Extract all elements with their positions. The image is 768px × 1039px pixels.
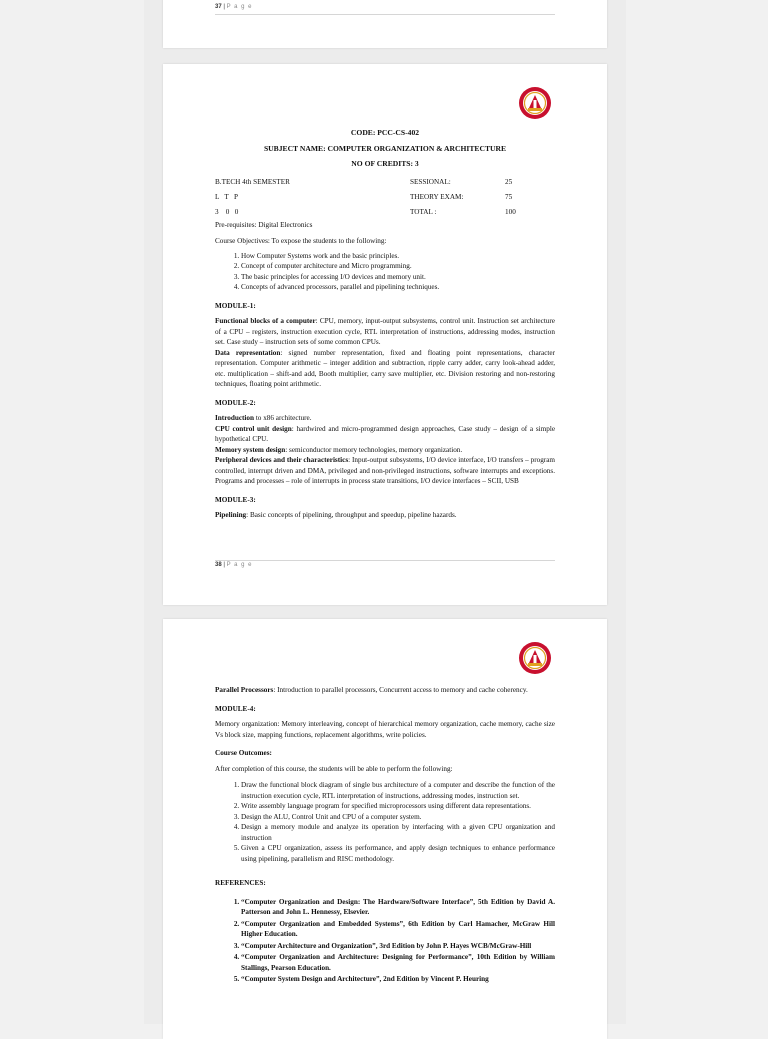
table-row: B.TECH 4th SEMESTER SESSIONAL: 25 bbox=[215, 177, 513, 186]
list-item: 3. “Computer Architecture and Organization”, 3rd Edition by John P. Hayes WCB/McGraw-Hill bbox=[241, 941, 555, 952]
course-credits: NO OF CREDITS: 3 bbox=[351, 159, 419, 168]
page-39 bbox=[163, 619, 607, 1039]
outcomes-intro: After completion of this course, the students will be able to perform the following: bbox=[215, 764, 453, 773]
course-code: CODE: PCC-CS-402 bbox=[350, 128, 420, 137]
references-list bbox=[215, 897, 555, 985]
university-logo-icon bbox=[518, 86, 552, 120]
paragraph: Memory organization: Memory interleaving, concept of hierarchical memory organization, cache memory, cache size Vs block size, mapping functions, replacement algorithms, write policies. bbox=[215, 720, 555, 739]
list-item: 2. Concept of computer architecture and Micro programming. bbox=[241, 261, 555, 272]
table-row: L T P THEORY EXAM: 75 bbox=[215, 192, 513, 201]
table-row: 3 0 0 TOTAL : 100 bbox=[215, 207, 516, 216]
list-item: 5. Given a CPU organization, assess its performance, and apply design techniques to enhance performance using pipelining, parallelism and RISC methodology. bbox=[241, 843, 555, 864]
list-item: 4. Concepts of advanced processors, parallel and pipelining techniques. bbox=[241, 282, 555, 293]
list-item: 1. “Computer Organization and Design: The Hardware/Software Interface”, 5th Edition by David A. Patterson and John L. Hennessy, Elsevier. bbox=[241, 897, 555, 918]
page-38 bbox=[163, 64, 607, 605]
course-outcomes-title: Course Outcomes: bbox=[215, 749, 272, 757]
objectives-list bbox=[215, 251, 555, 293]
paragraph: Memory system design: semiconductor memory technologies, memory organization. bbox=[215, 445, 463, 454]
list-item: 1. Draw the functional block diagram of single bus architecture of a computer and describe the function of the instruction execution cycle, RTL interpretation of instructions, addressing modes, instruction set. bbox=[241, 780, 555, 801]
module-2-title: MODULE-2: bbox=[215, 398, 256, 407]
list-item: 2. Write assembly language program for specified microprocessors using different data representations. bbox=[241, 801, 555, 812]
paragraph: Introduction to x86 architecture. bbox=[215, 414, 312, 422]
paragraph: Data representation: signed number representation, fixed and floating point representations, character representation. Computer arithmetic – integer addition and subtraction, ripple carry adder, carry look-ahead adder, etc. multiplication – shift-and add, Booth multiplier, carry save multiplier, etc. Division restoring and non-restoring techniques, floating point arithmetic. bbox=[215, 348, 555, 388]
references-title: REFERENCES: bbox=[215, 879, 266, 887]
paragraph: Functional blocks of a computer: CPU, memory, input-output subsystems, control unit. Instruction set architecture of a CPU – registers, instruction execution cycle, RTL interpretation of instructions, addressing modes, instruction set. Case study – instruction sets of some common CPUs. bbox=[215, 317, 555, 346]
paragraph: CPU control unit design: hardwired and micro-programmed design approaches, Case study – design of a simple hypothetical CPU. bbox=[215, 424, 556, 443]
module-1-title: MODULE-1: bbox=[215, 301, 256, 310]
page-37 bbox=[163, 0, 607, 48]
list-item: 2. “Computer Organization and Embedded Systems”, 6th Edition by Carl Hamacher, McGraw Hill Higher Education. bbox=[241, 919, 555, 940]
list-item: 1. How Computer Systems work and the basic principles. bbox=[241, 251, 555, 262]
list-item: 3. Design the ALU, Control Unit and CPU of a computer system. bbox=[241, 812, 555, 823]
page-38-body bbox=[215, 128, 555, 521]
marks-table bbox=[215, 175, 555, 220]
outcomes-list bbox=[215, 780, 555, 864]
footer-rule bbox=[215, 14, 555, 15]
prerequisites: Pre-requisites: Digital Electronics bbox=[215, 220, 313, 229]
university-logo-icon bbox=[518, 641, 552, 675]
footer-rule bbox=[215, 560, 555, 561]
course-subject: SUBJECT NAME: COMPUTER ORGANIZATION & ARCHITECTURE bbox=[263, 143, 507, 153]
list-item: 4. Design a memory module and analyze its operation by interfacing with a given CPU organization and instruction bbox=[241, 822, 555, 843]
page-39-body bbox=[215, 685, 555, 986]
course-header bbox=[215, 128, 555, 170]
page-number: 37 | P a g e bbox=[215, 4, 253, 10]
paragraph: Pipelining: Basic concepts of pipelining, throughput and speedup, pipeline hazards. bbox=[215, 511, 457, 519]
list-item: 4. “Computer Organization and Architecture: Designing for Performance”, 10th Edition by William Stallings, Pearson Education. bbox=[241, 952, 555, 973]
module-3-title: MODULE-3: bbox=[215, 495, 256, 504]
paragraph: Peripheral devices and their characteristics: Input-output subsystems, I/O device interface, I/O transfers – program controlled, interrupt driven and DMA, privileged and non-privileged instructions, software interrupts and exceptions. Programs and processes – role of interrupts in process state transitions, I/O device interfaces – SCII, USB bbox=[215, 456, 556, 485]
page-number: 38 | P a g e bbox=[215, 562, 253, 568]
objectives-intro: Course Objectives: To expose the students to the following: bbox=[215, 237, 387, 245]
list-item: 5. “Computer System Design and Architecture”, 2nd Edition by Vincent P. Heuring bbox=[241, 974, 555, 985]
paragraph: Parallel Processors: Introduction to parallel processors, Concurrent access to memory and cache coherency. bbox=[215, 686, 528, 694]
list-item: 3. The basic principles for accessing I/O devices and memory unit. bbox=[241, 272, 555, 283]
module-4-title: MODULE-4: bbox=[215, 704, 256, 713]
